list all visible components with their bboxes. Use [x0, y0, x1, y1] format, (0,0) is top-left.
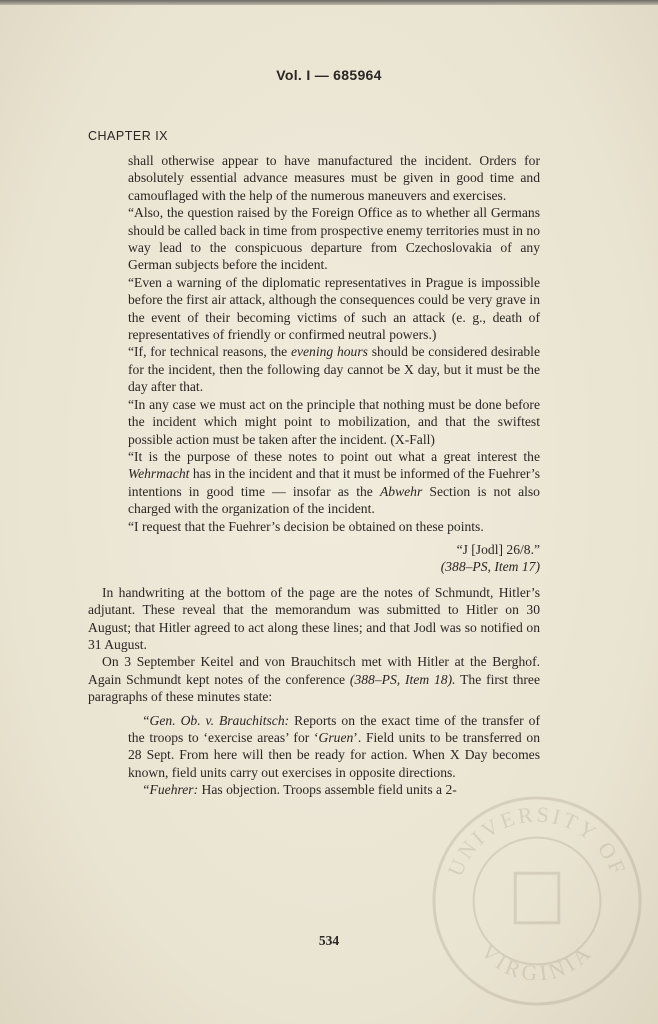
minutes-paragraph: “Gen. Ob. v. Brauchitsch: Reports on the exact time of the transfer of the troops to ‘exercise areas’ for ‘Gruen’. Field units to be transferred on 28 Sept. From here will then be ready for action. When X Day becomes known, field units carry out exercises in opposite directions.	[128, 712, 540, 780]
chapter-label: CHAPTER IX	[88, 129, 169, 143]
signature: “J [Jodl] 26/8.”	[456, 541, 540, 557]
quote-paragraph-evening: “If, for technical reasons, the evening hours should be considered desirable for the incident, then the following day cannot be X day, but it must be the day after that.	[128, 344, 540, 395]
quote-paragraph: “Also, the question raised by the Foreign Office as to whether all Germans should be called back in time from prospective enemy territories must in no way lead to the conspicuous departure from Czechoslovakia of any German subjects before the incident.	[128, 205, 540, 273]
page-number: 534	[318, 933, 340, 948]
quote-paragraph: “Even a warning of the diplomatic representatives in Prague is impossible before the first air attack, although the consequences could be very grave in the event of their becoming victims of such an attack (e. g., death of representatives of friendly or confirmed neutral powers.)	[128, 274, 540, 343]
citation: (388–PS, Item 17)	[440, 559, 540, 575]
citation: (388–PS, Item 18).	[349, 671, 456, 687]
quote-paragraph: “In any case we must act on the principle that nothing must be done before the incident which might point to mobilization, and that the swiftest possible action must be taken after the incident. (X-Fall)	[128, 396, 540, 447]
page-body	[88, 152, 540, 799]
narrative-paragraph: In handwriting at the bottom of the page are the notes of Schmundt, Hitler’s adjutant. These reveal that the memorandum was submitted to Hitler on 30 August; that Hitler agreed to act along these lines; and that Jodl was so notified on 31 August.	[88, 584, 540, 652]
quote-paragraph-purpose: “It is the purpose of these notes to point out what a great interest the Wehrmacht has in the incident and that it must be informed of the Fuehrer’s intentions in good time — insofar as the Abwehr Section is not also charged with the organization of the incident.	[128, 448, 540, 517]
book-page	[0, 5, 658, 1024]
running-head: Vol. I — 685964	[276, 67, 382, 83]
memorandum-quote	[128, 152, 540, 576]
narrative-paragraph: On 3 September Keitel and von Brauchitsch met with Hitler at the Berghof. Again Schmundt kept notes of the conference (388–PS, Item 18). The first three paragraphs of these minutes state:	[88, 654, 540, 705]
quote-paragraph: shall otherwise appear to have manufactured the incident. Orders for absolutely essential advance measures must be given in good time and camouflaged with the help of the numerous maneuvers and exercises.	[128, 153, 540, 203]
quote-paragraph: “I request that the Fuehrer’s decision be obtained on these points.	[128, 518, 484, 534]
minutes-paragraph: “Fuehrer: Has objection. Troops assemble field units a 2-	[142, 782, 457, 798]
minutes-quote	[128, 712, 540, 799]
